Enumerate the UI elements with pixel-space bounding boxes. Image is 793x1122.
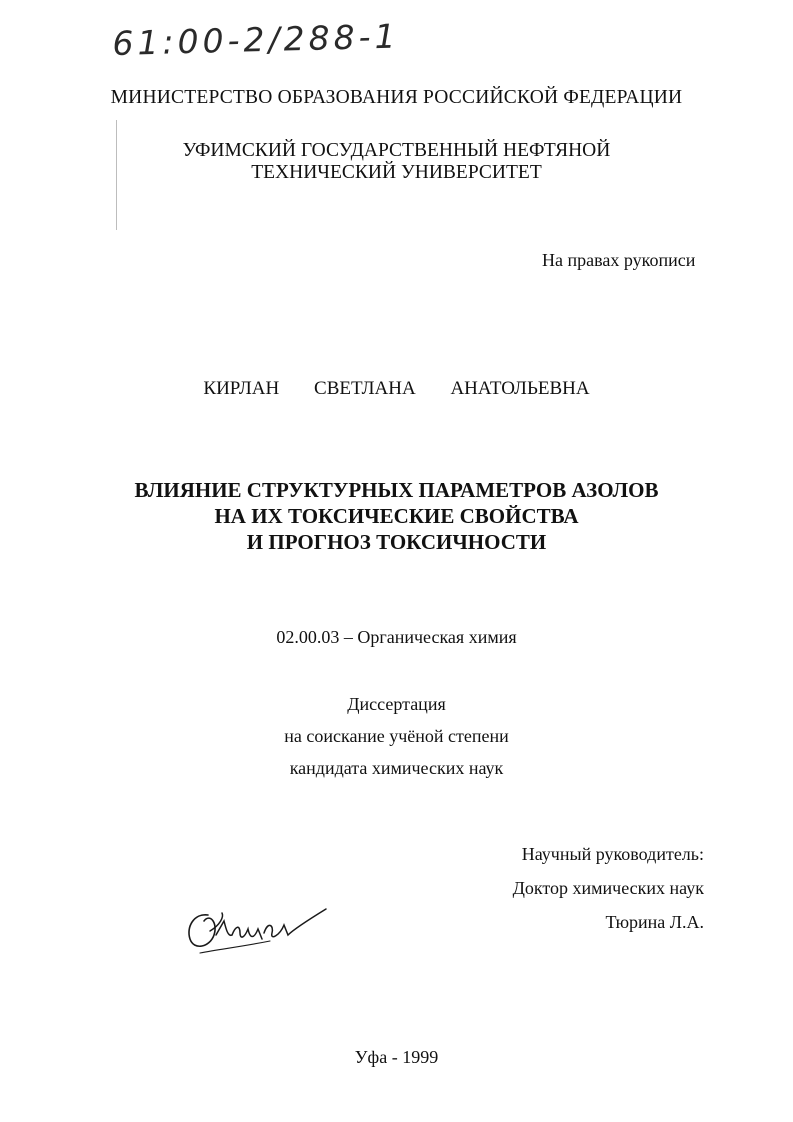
author-patronymic: АНАТОЛЬЕВНА xyxy=(450,378,590,399)
degree-line-3: кандидата химических наук xyxy=(289,758,504,778)
university-line-1: УФИМСКИЙ ГОСУДАРСТВЕННЫЙ НЕФТЯНОЙ xyxy=(182,140,611,161)
degree-line-1: Диссертация xyxy=(347,694,446,714)
author-first-name: СВЕТЛАНА xyxy=(314,378,416,399)
ministry-heading: МИНИСТЕРСТВО ОБРАЗОВАНИЯ РОССИЙСКОЙ ФЕДЕРАЦИИ xyxy=(110,87,683,108)
degree-statement xyxy=(0,688,793,784)
dissertation-title xyxy=(0,477,793,555)
title-line-1: ВЛИЯНИЕ СТРУКТУРНЫХ ПАРАМЕТРОВ АЗОЛОВ xyxy=(134,478,659,502)
supervisor-degree: Доктор химических наук xyxy=(512,878,704,898)
specialty-code: 02.00.03 – Органическая химия xyxy=(276,627,517,647)
author-surname: КИРЛАН xyxy=(203,378,280,399)
title-line-3: И ПРОГНОЗ ТОКСИЧНОСТИ xyxy=(246,530,547,554)
university-heading xyxy=(0,140,793,184)
supervisor-block xyxy=(440,837,704,939)
supervisor-name: Тюрина Л.А. xyxy=(605,912,704,932)
author-name xyxy=(0,378,793,400)
author-signature xyxy=(180,895,330,960)
city-year: Уфа - 1999 xyxy=(354,1047,439,1067)
university-line-2: ТЕХНИЧЕСКИЙ УНИВЕРСИТЕТ xyxy=(251,162,542,183)
degree-line-2: на соискание учёной степени xyxy=(284,726,509,746)
manuscript-rights-note: На правах рукописи xyxy=(542,250,696,270)
title-line-2: НА ИХ ТОКСИЧЕСКИЕ СВОЙСТВА xyxy=(214,504,579,528)
library-shelfmark: 61:00-2/288-1 xyxy=(112,16,400,63)
supervisor-label: Научный руководитель: xyxy=(521,844,704,864)
